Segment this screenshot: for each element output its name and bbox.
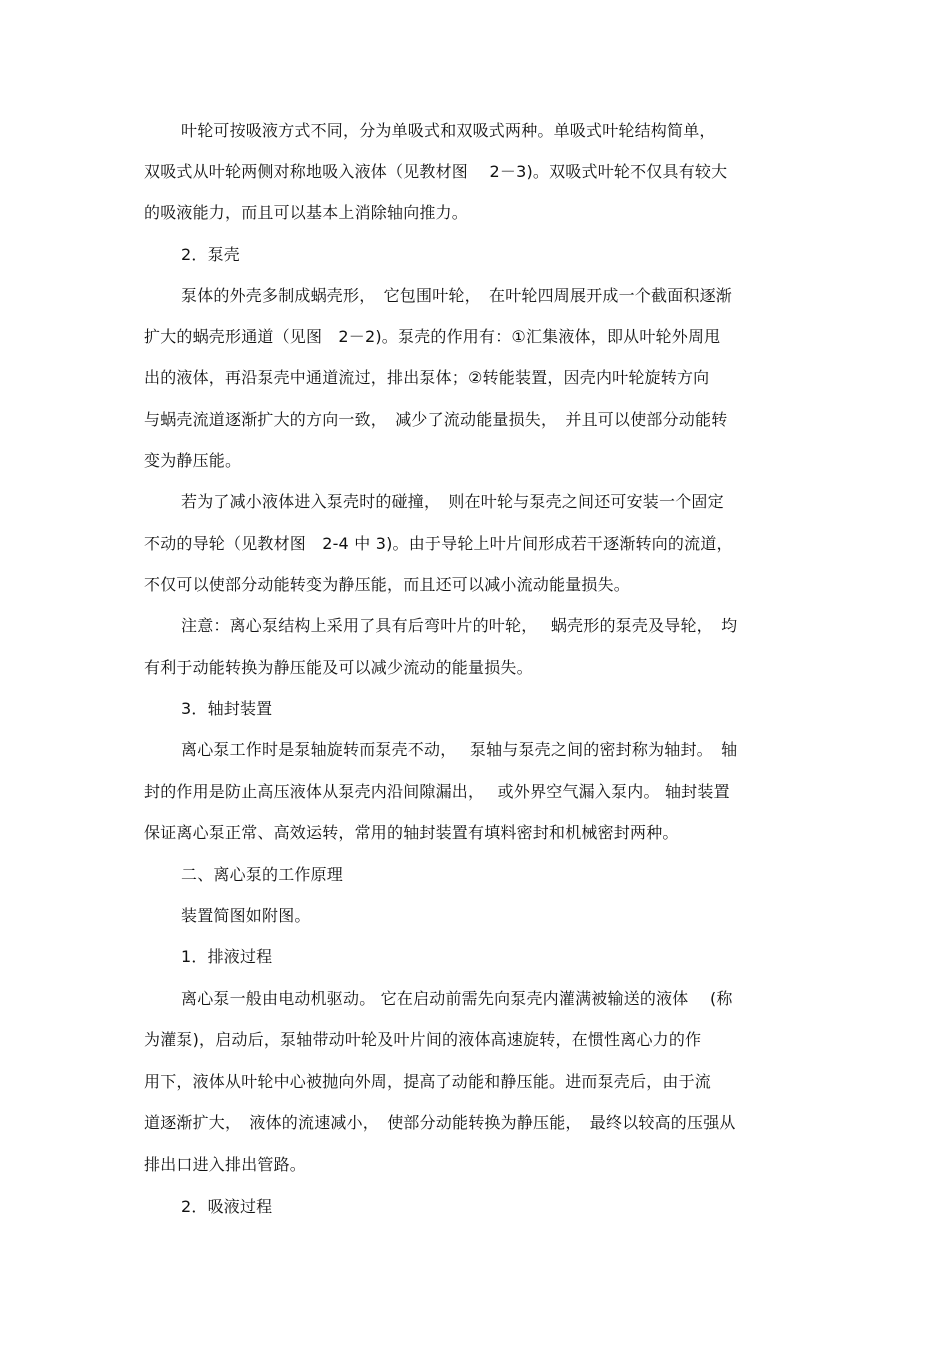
paragraph-shaft-seal-line-1: 离心泵工作时是泵轴旋转而泵壳不动， 泵轴与泵壳之间的密封称为轴封。 轴 [181, 740, 738, 759]
paragraph-impeller-suction-line-3: 的吸液能力，而且可以基本上消除轴向推力。 [144, 203, 469, 222]
paragraph-discharge-line-2: 为灌泵)，启动后，泵轴带动叶轮及叶片间的液体高速旋转，在惯性离心力的作 [144, 1030, 702, 1049]
paragraph-impeller-suction-line-1: 叶轮可按吸液方式不同，分为单吸式和双吸式两种。单吸式叶轮结构简单， [181, 121, 716, 140]
paragraph-pump-casing-line-1: 泵体的外壳多制成蜗壳形， 它包围叶轮， 在叶轮四周展开成一个截面积逐渐 [181, 286, 733, 305]
paragraph-note-line-1: 注意：离心泵结构上采用了具有后弯叶片的叶轮， 蜗壳形的泵壳及导轮， 均 [181, 616, 738, 635]
paragraph-pump-casing-line-4: 与蜗壳流道逐渐扩大的方向一致， 减少了流动能量损失， 并且可以使部分动能转 [144, 410, 728, 429]
section-heading-discharge-process: 1．排液过程 [181, 947, 273, 966]
paragraph-device-diagram: 装置简图如附图。 [181, 906, 311, 925]
paragraph-discharge-line-5: 排出口进入排出管路。 [144, 1155, 307, 1174]
section-heading-pump-casing: 2．泵壳 [181, 245, 240, 264]
paragraph-shaft-seal-line-3: 保证离心泵正常、高效运转，常用的轴封装置有填料密封和机械密封两种。 [144, 823, 679, 842]
section-heading-shaft-seal: 3．轴封装置 [181, 699, 273, 718]
paragraph-pump-casing-line-3: 出的液体，再沿泵壳中通道流过，排出泵体；②转能装置，因壳内叶轮旋转方向 [144, 368, 710, 387]
paragraph-guide-wheel-line-3: 不仅可以使部分动能转变为静压能，而且还可以减小流动能量损失。 [144, 575, 631, 594]
paragraph-impeller-suction-line-2: 双吸式从叶轮两侧对称地吸入液体（见教材图 2－3)。双吸式叶轮不仅具有较大 [144, 162, 728, 181]
paragraph-discharge-line-4: 道逐渐扩大， 液体的流速减小， 使部分动能转换为静压能， 最终以较高的压强从 [144, 1113, 736, 1132]
paragraph-note-line-2: 有利于动能转换为静压能及可以减少流动的能量损失。 [144, 658, 533, 677]
chapter-heading-working-principle: 二、离心泵的工作原理 [181, 865, 344, 884]
section-heading-suction-process: 2．吸液过程 [181, 1197, 273, 1216]
paragraph-guide-wheel-line-2: 不动的导轮（见教材图 2-4 中 3)。由于导轮上叶片间形成若干逐渐转向的流道， [144, 534, 733, 553]
paragraph-discharge-line-3: 用下，液体从叶轮中心被抛向外周，提高了动能和静压能。进而泵壳后，由于流 [144, 1072, 712, 1091]
paragraph-pump-casing-line-2: 扩大的蜗壳形通道（见图 2－2)。泵壳的作用有：①汇集液体，即从叶轮外周甩 [144, 327, 721, 346]
paragraph-shaft-seal-line-2: 封的作用是防止高压液体从泵壳内沿间隙漏出， 或外界空气漏入泵内。 轴封装置 [144, 782, 730, 801]
paragraph-guide-wheel-line-1: 若为了减小液体进入泵壳时的碰撞， 则在叶轮与泵壳之间还可安装一个固定 [181, 492, 724, 511]
paragraph-pump-casing-line-5: 变为静压能。 [144, 451, 242, 470]
paragraph-discharge-line-1: 离心泵一般由电动机驱动。 它在启动前需先向泵壳内灌满被输送的液体 (称 [181, 989, 733, 1008]
